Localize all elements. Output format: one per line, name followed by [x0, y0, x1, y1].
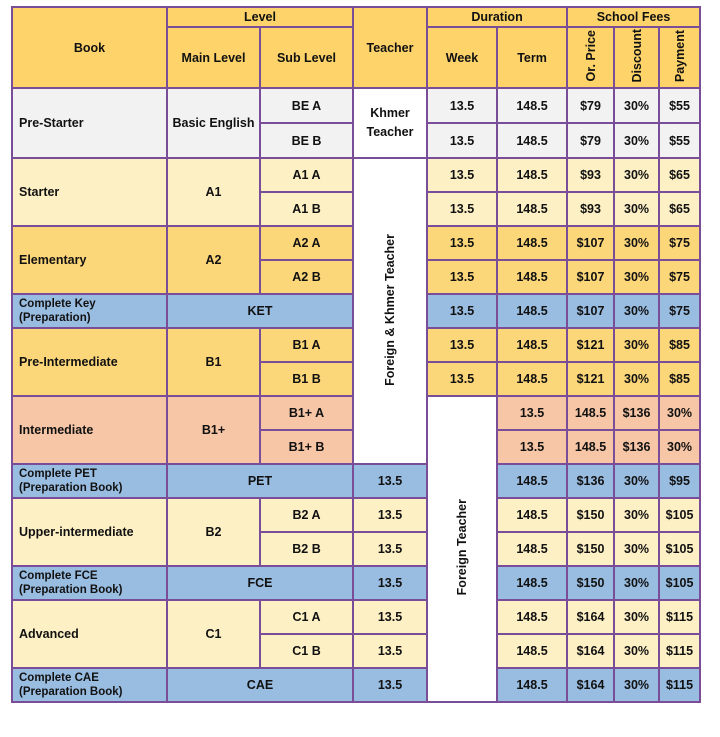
book-title: Complete CAE: [19, 672, 99, 684]
table-row: [12, 498, 700, 532]
book-cell: [12, 566, 167, 600]
teacher-label: Foreign Teacher: [455, 499, 469, 596]
sub-level-cell: A2 B: [260, 260, 353, 294]
header-discount-label: Discount: [629, 29, 644, 83]
sub-level-cell: B1+ B: [260, 430, 353, 464]
week-cell: 13.5: [353, 532, 427, 566]
book-subtitle: (Preparation Book): [19, 686, 123, 698]
main-level-cell: KET: [167, 294, 353, 328]
price-cell: $121: [567, 328, 614, 362]
discount-cell: 30%: [614, 260, 659, 294]
teacher-cell: [353, 88, 427, 158]
week-cell: 13.5: [427, 260, 497, 294]
main-level-cell: A2: [167, 226, 260, 294]
table-row: [12, 464, 700, 498]
payment-cell: $65: [659, 158, 700, 192]
term-cell: 148.5: [497, 294, 567, 328]
header-payment-label: Payment: [672, 29, 687, 83]
week-cell: 13.5: [353, 464, 427, 498]
discount-cell: 30%: [614, 123, 659, 158]
sub-level-cell: C1 A: [260, 600, 353, 634]
price-cell: $79: [567, 88, 614, 123]
main-level-cell: B1+: [167, 396, 260, 464]
price-cell: $107: [567, 226, 614, 260]
discount-cell: 30%: [614, 226, 659, 260]
week-cell: 13.5: [497, 396, 567, 430]
sub-level-cell: B1+ A: [260, 396, 353, 430]
header-term: Term: [497, 27, 567, 88]
sub-level-cell: B2 B: [260, 532, 353, 566]
fee-table: [11, 6, 701, 703]
payment-cell: $75: [659, 260, 700, 294]
discount-cell: 30%: [614, 566, 659, 600]
week-cell: 13.5: [427, 158, 497, 192]
header-payment: [659, 27, 700, 88]
sub-level-cell: A2 A: [260, 226, 353, 260]
payment-cell: $105: [659, 498, 700, 532]
price-cell: $107: [567, 294, 614, 328]
price-cell: $164: [567, 668, 614, 702]
book-cell: Elementary: [12, 226, 167, 294]
book-cell: Upper-intermediate: [12, 498, 167, 566]
fee-table-body: [12, 88, 700, 702]
term-cell: 148.5: [497, 362, 567, 396]
price-cell: $136: [567, 464, 614, 498]
term-cell: 148.5: [497, 464, 567, 498]
main-level-cell: B1: [167, 328, 260, 396]
book-subtitle: (Preparation): [19, 312, 91, 324]
price-cell: $121: [567, 362, 614, 396]
price-cell: $93: [567, 158, 614, 192]
main-level-cell: PET: [167, 464, 353, 498]
table-row: [12, 600, 700, 634]
discount-cell: 30%: [614, 634, 659, 668]
price-cell: $93: [567, 192, 614, 226]
table-row: [12, 668, 700, 702]
term-cell: 148.5: [497, 498, 567, 532]
week-cell: 13.5: [427, 328, 497, 362]
header-duration: Duration: [427, 7, 567, 27]
book-subtitle: (Preparation Book): [19, 482, 123, 494]
term-cell: 148.5: [497, 634, 567, 668]
week-cell: 13.5: [427, 123, 497, 158]
price-cell: $136: [614, 396, 659, 430]
payment-cell: $115: [659, 634, 700, 668]
table-row: [12, 158, 700, 192]
header-or-price: [567, 27, 614, 88]
payment-cell: $85: [659, 328, 700, 362]
term-cell: 148.5: [497, 532, 567, 566]
book-cell: [12, 668, 167, 702]
payment-cell: $85: [659, 362, 700, 396]
header-book: Book: [12, 7, 167, 88]
header-sub-level: Sub Level: [260, 27, 353, 88]
teacher-cell: [427, 396, 497, 702]
price-cell: $150: [567, 532, 614, 566]
term-cell: 148.5: [497, 88, 567, 123]
book-title: Complete PET: [19, 468, 97, 480]
sub-level-cell: A1 A: [260, 158, 353, 192]
payment-cell: $95: [659, 464, 700, 498]
week-cell: 13.5: [497, 430, 567, 464]
book-cell: Intermediate: [12, 396, 167, 464]
term-cell: 148.5: [497, 668, 567, 702]
discount-cell: 30%: [614, 294, 659, 328]
week-cell: 13.5: [427, 294, 497, 328]
book-cell: Starter: [12, 158, 167, 226]
term-cell: 148.5: [497, 566, 567, 600]
price-cell: $164: [567, 634, 614, 668]
week-cell: 13.5: [427, 362, 497, 396]
header-week: Week: [427, 27, 497, 88]
sub-level-cell: C1 B: [260, 634, 353, 668]
sub-level-cell: B1 A: [260, 328, 353, 362]
main-level-cell: C1: [167, 600, 260, 668]
header-main-level: Main Level: [167, 27, 260, 88]
payment-cell: $115: [659, 600, 700, 634]
payment-cell: $105: [659, 532, 700, 566]
term-cell: 148.5: [497, 260, 567, 294]
discount-cell: 30%: [614, 668, 659, 702]
week-cell: 13.5: [353, 634, 427, 668]
payment-cell: $55: [659, 88, 700, 123]
book-cell: Pre-Intermediate: [12, 328, 167, 396]
table-row: [12, 566, 700, 600]
price-cell: $136: [614, 430, 659, 464]
term-cell: 148.5: [497, 328, 567, 362]
book-cell: [12, 294, 167, 328]
price-cell: $164: [567, 600, 614, 634]
term-cell: 148.5: [497, 158, 567, 192]
price-cell: $150: [567, 498, 614, 532]
book-title: Complete FCE: [19, 570, 98, 582]
term-cell: 148.5: [497, 600, 567, 634]
discount-cell: 30%: [614, 600, 659, 634]
discount-cell: 30%: [614, 192, 659, 226]
sub-level-cell: B1 B: [260, 362, 353, 396]
term-cell: 148.5: [567, 396, 614, 430]
book-cell: Pre-Starter: [12, 88, 167, 158]
book-cell: [12, 464, 167, 498]
price-cell: $79: [567, 123, 614, 158]
discount-cell: 30%: [659, 396, 700, 430]
payment-cell: $55: [659, 123, 700, 158]
discount-cell: 30%: [614, 498, 659, 532]
header-level: Level: [167, 7, 353, 27]
term-cell: 148.5: [567, 430, 614, 464]
sub-level-cell: BE A: [260, 88, 353, 123]
header-school-fees: School Fees: [567, 7, 700, 27]
payment-cell: $105: [659, 566, 700, 600]
main-level-cell: B2: [167, 498, 260, 566]
sub-level-cell: BE B: [260, 123, 353, 158]
table-row: [12, 88, 700, 123]
teacher-label: Foreign & Khmer Teacher: [383, 233, 397, 386]
payment-cell: $65: [659, 192, 700, 226]
main-level-cell: CAE: [167, 668, 353, 702]
book-cell: Advanced: [12, 600, 167, 668]
main-level-cell: A1: [167, 158, 260, 226]
discount-cell: 30%: [614, 158, 659, 192]
term-cell: 148.5: [497, 226, 567, 260]
teacher-line: Teacher: [366, 125, 414, 139]
discount-cell: 30%: [659, 430, 700, 464]
week-cell: 13.5: [353, 498, 427, 532]
book-title: Complete Key: [19, 298, 96, 310]
book-subtitle: (Preparation Book): [19, 584, 123, 596]
main-level-cell: Basic English: [167, 88, 260, 158]
payment-cell: $115: [659, 668, 700, 702]
sub-level-cell: B2 A: [260, 498, 353, 532]
header-discount: [614, 27, 659, 88]
week-cell: 13.5: [427, 88, 497, 123]
payment-cell: $75: [659, 226, 700, 260]
week-cell: 13.5: [353, 566, 427, 600]
header-teacher: Teacher: [353, 7, 427, 88]
term-cell: 148.5: [497, 192, 567, 226]
header-or-price-label: Or. Price: [583, 30, 598, 82]
teacher-line: Khmer: [370, 106, 410, 120]
discount-cell: 30%: [614, 328, 659, 362]
week-cell: 13.5: [353, 668, 427, 702]
main-level-cell: FCE: [167, 566, 353, 600]
discount-cell: 30%: [614, 532, 659, 566]
term-cell: 148.5: [497, 123, 567, 158]
sub-level-cell: A1 B: [260, 192, 353, 226]
discount-cell: 30%: [614, 88, 659, 123]
discount-cell: 30%: [614, 362, 659, 396]
payment-cell: $75: [659, 294, 700, 328]
week-cell: 13.5: [353, 600, 427, 634]
discount-cell: 30%: [614, 464, 659, 498]
price-cell: $150: [567, 566, 614, 600]
teacher-cell: [353, 158, 427, 464]
price-cell: $107: [567, 260, 614, 294]
week-cell: 13.5: [427, 226, 497, 260]
week-cell: 13.5: [427, 192, 497, 226]
